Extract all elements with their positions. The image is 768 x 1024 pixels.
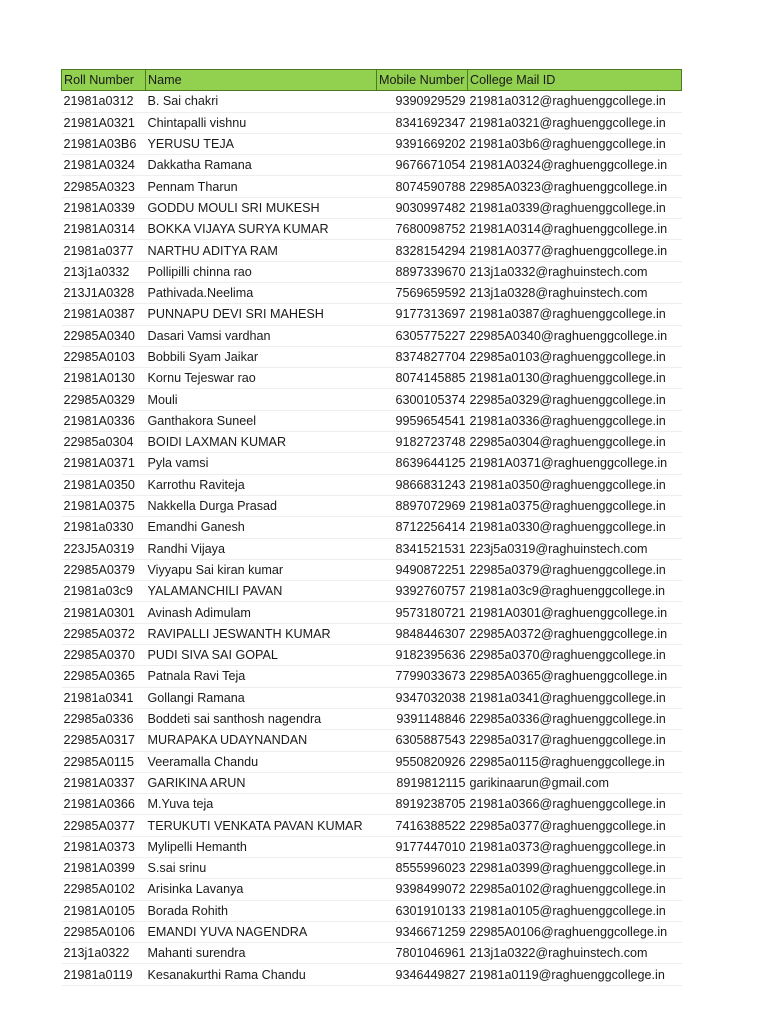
cell-college-mail: 21981a0366@raghuenggcollege.in [468, 794, 682, 815]
cell-name: Mouli [146, 389, 377, 410]
table-row [62, 559, 682, 580]
table-row [62, 708, 682, 729]
cell-mobile-number: 9182723748 [377, 432, 468, 453]
cell-college-mail: 22985A0106@raghuenggcollege.in [468, 921, 682, 942]
table-row [62, 325, 682, 346]
cell-name: GODDU MOULI SRI MUKESH [146, 197, 377, 218]
table-row [62, 581, 682, 602]
cell-roll-number: 22985A0340 [62, 325, 146, 346]
cell-college-mail: 21981a0321@raghuenggcollege.in [468, 112, 682, 133]
table-row [62, 602, 682, 623]
cell-roll-number: 21981a0312 [62, 91, 146, 112]
cell-name: Pollipilli chinna rao [146, 261, 377, 282]
cell-college-mail: 21981a03b6@raghuenggcollege.in [468, 133, 682, 154]
cell-mobile-number: 9392760757 [377, 581, 468, 602]
cell-name: Pathivada.Neelima [146, 282, 377, 303]
cell-college-mail: 21981a03c9@raghuenggcollege.in [468, 581, 682, 602]
cell-name: Chintapalli vishnu [146, 112, 377, 133]
cell-roll-number: 223J5A0319 [62, 538, 146, 559]
cell-roll-number: 213J1A0328 [62, 282, 146, 303]
table-row [62, 112, 682, 133]
header-row [62, 70, 682, 91]
cell-name: Boddeti sai santhosh nagendra [146, 708, 377, 729]
cell-name: S.sai srinu [146, 857, 377, 878]
cell-roll-number: 21981A0105 [62, 900, 146, 921]
table-row [62, 219, 682, 240]
cell-mobile-number: 9030997482 [377, 197, 468, 218]
cell-mobile-number: 6305887543 [377, 730, 468, 751]
cell-mobile-number: 8897072969 [377, 495, 468, 516]
cell-roll-number: 21981A0336 [62, 410, 146, 431]
cell-mobile-number: 7569659592 [377, 282, 468, 303]
cell-roll-number: 21981A0371 [62, 453, 146, 474]
cell-mobile-number: 9390929529 [377, 91, 468, 112]
cell-mobile-number: 9490872251 [377, 559, 468, 580]
cell-roll-number: 21981A0387 [62, 304, 146, 325]
cell-name: Kornu Tejeswar rao [146, 368, 377, 389]
cell-mobile-number: 9346671259 [377, 921, 468, 942]
cell-mobile-number: 6301910133 [377, 900, 468, 921]
table-row [62, 815, 682, 836]
header-mobile-number: Mobile Number [377, 70, 468, 91]
cell-roll-number: 22985A0329 [62, 389, 146, 410]
cell-roll-number: 22985A0106 [62, 921, 146, 942]
table-row [62, 176, 682, 197]
cell-mobile-number: 8341692347 [377, 112, 468, 133]
cell-roll-number: 21981A0130 [62, 368, 146, 389]
cell-college-mail: 21981A0314@raghuenggcollege.in [468, 219, 682, 240]
cell-mobile-number: 9550820926 [377, 751, 468, 772]
cell-roll-number: 21981A0314 [62, 219, 146, 240]
cell-roll-number: 21981A03B6 [62, 133, 146, 154]
cell-college-mail: 21981a0336@raghuenggcollege.in [468, 410, 682, 431]
cell-mobile-number: 9177313697 [377, 304, 468, 325]
cell-roll-number: 22985a0304 [62, 432, 146, 453]
table-row [62, 836, 682, 857]
cell-roll-number: 21981A0339 [62, 197, 146, 218]
cell-name: Ganthakora Suneel [146, 410, 377, 431]
cell-roll-number: 22985A0365 [62, 666, 146, 687]
cell-college-mail: 21981a0341@raghuenggcollege.in [468, 687, 682, 708]
cell-roll-number: 21981a0119 [62, 964, 146, 985]
cell-name: Dasari Vamsi vardhan [146, 325, 377, 346]
cell-name: Viyyapu Sai kiran kumar [146, 559, 377, 580]
cell-name: GARIKINA ARUN [146, 772, 377, 793]
cell-mobile-number: 9391669202 [377, 133, 468, 154]
table-row [62, 751, 682, 772]
table-row [62, 197, 682, 218]
table-row [62, 495, 682, 516]
cell-mobile-number: 8074145885 [377, 368, 468, 389]
table-row [62, 282, 682, 303]
cell-college-mail: 22985a0102@raghuenggcollege.in [468, 879, 682, 900]
table-row [62, 346, 682, 367]
cell-roll-number: 21981A0373 [62, 836, 146, 857]
cell-college-mail: 21981a0119@raghuenggcollege.in [468, 964, 682, 985]
cell-name: Emandhi Ganesh [146, 517, 377, 538]
cell-college-mail: 223j5a0319@raghuinstech.com [468, 538, 682, 559]
cell-name: NARTHU ADITYA RAM [146, 240, 377, 261]
cell-college-mail: garikinaarun@gmail.com [468, 772, 682, 793]
table-row [62, 155, 682, 176]
table-row [62, 91, 682, 112]
table-row [62, 304, 682, 325]
cell-college-mail: 21981a0312@raghuenggcollege.in [468, 91, 682, 112]
header-name: Name [146, 70, 377, 91]
cell-mobile-number: 8712256414 [377, 517, 468, 538]
cell-name: PUNNAPU DEVI SRI MAHESH [146, 304, 377, 325]
header-college-mail: College Mail ID [468, 70, 682, 91]
cell-college-mail: 213j1a0328@raghuinstech.com [468, 282, 682, 303]
cell-mobile-number: 9848446307 [377, 623, 468, 644]
cell-roll-number: 22985A0370 [62, 645, 146, 666]
cell-college-mail: 21981A0377@raghuenggcollege.in [468, 240, 682, 261]
cell-name: Karrothu Raviteja [146, 474, 377, 495]
cell-roll-number: 22985A0377 [62, 815, 146, 836]
cell-mobile-number: 8919238705 [377, 794, 468, 815]
table-body [62, 91, 682, 985]
cell-roll-number: 21981A0366 [62, 794, 146, 815]
cell-roll-number: 21981A0324 [62, 155, 146, 176]
cell-mobile-number: 9959654541 [377, 410, 468, 431]
cell-name: Randhi Vijaya [146, 538, 377, 559]
cell-name: M.Yuva teja [146, 794, 377, 815]
cell-mobile-number: 9676671054 [377, 155, 468, 176]
student-sheet [61, 69, 681, 986]
cell-name: MURAPAKA UDAYNANDAN [146, 730, 377, 751]
cell-college-mail: 22981a0399@raghuenggcollege.in [468, 857, 682, 878]
cell-college-mail: 21981a0373@raghuenggcollege.in [468, 836, 682, 857]
cell-roll-number: 21981A0337 [62, 772, 146, 793]
cell-mobile-number: 9391148846 [377, 708, 468, 729]
table-row [62, 538, 682, 559]
cell-college-mail: 22985a0115@raghuenggcollege.in [468, 751, 682, 772]
cell-college-mail: 21981a0339@raghuenggcollege.in [468, 197, 682, 218]
cell-mobile-number: 8897339670 [377, 261, 468, 282]
cell-name: YERUSU TEJA [146, 133, 377, 154]
table-row [62, 410, 682, 431]
cell-college-mail: 22985A0365@raghuenggcollege.in [468, 666, 682, 687]
table-row [62, 517, 682, 538]
cell-name: Gollangi Ramana [146, 687, 377, 708]
cell-name: TERUKUTI VENKATA PAVAN KUMAR [146, 815, 377, 836]
cell-name: RAVIPALLI JESWANTH KUMAR [146, 623, 377, 644]
table-row [62, 772, 682, 793]
cell-name: YALAMANCHILI PAVAN [146, 581, 377, 602]
table-row [62, 623, 682, 644]
cell-roll-number: 22985a0336 [62, 708, 146, 729]
cell-college-mail: 22985a0377@raghuenggcollege.in [468, 815, 682, 836]
cell-roll-number: 213j1a0332 [62, 261, 146, 282]
cell-name: Avinash Adimulam [146, 602, 377, 623]
cell-name: Pennam Tharun [146, 176, 377, 197]
cell-mobile-number: 8555996023 [377, 857, 468, 878]
cell-name: Bobbili Syam Jaikar [146, 346, 377, 367]
cell-name: Dakkatha Ramana [146, 155, 377, 176]
cell-roll-number: 22985A0103 [62, 346, 146, 367]
cell-mobile-number: 9573180721 [377, 602, 468, 623]
cell-roll-number: 21981A0301 [62, 602, 146, 623]
cell-mobile-number: 7799033673 [377, 666, 468, 687]
table-row [62, 261, 682, 282]
cell-college-mail: 21981A0301@raghuenggcollege.in [468, 602, 682, 623]
cell-name: Kesanakurthi Rama Chandu [146, 964, 377, 985]
cell-roll-number: 21981a0341 [62, 687, 146, 708]
cell-roll-number: 21981a03c9 [62, 581, 146, 602]
cell-name: B. Sai chakri [146, 91, 377, 112]
cell-mobile-number: 8374827704 [377, 346, 468, 367]
table-row [62, 794, 682, 815]
cell-roll-number: 21981A0375 [62, 495, 146, 516]
cell-name: Pyla vamsi [146, 453, 377, 474]
cell-name: Arisinka Lavanya [146, 879, 377, 900]
cell-mobile-number: 6305775227 [377, 325, 468, 346]
cell-name: EMANDI YUVA NAGENDRA [146, 921, 377, 942]
cell-college-mail: 213j1a0322@raghuinstech.com [468, 943, 682, 964]
table-row [62, 730, 682, 751]
cell-mobile-number: 8328154294 [377, 240, 468, 261]
cell-mobile-number: 9346449827 [377, 964, 468, 985]
cell-roll-number: 213j1a0322 [62, 943, 146, 964]
cell-name: Borada Rohith [146, 900, 377, 921]
cell-college-mail: 21981a0387@raghuenggcollege.in [468, 304, 682, 325]
cell-mobile-number: 9177447010 [377, 836, 468, 857]
cell-name: PUDI SIVA SAI GOPAL [146, 645, 377, 666]
cell-college-mail: 22985a0304@raghuenggcollege.in [468, 432, 682, 453]
cell-mobile-number: 8919812115 [377, 772, 468, 793]
cell-mobile-number: 9398499072 [377, 879, 468, 900]
cell-college-mail: 213j1a0332@raghuinstech.com [468, 261, 682, 282]
header-roll-number: Roll Number [62, 70, 146, 91]
cell-roll-number: 21981A0321 [62, 112, 146, 133]
cell-roll-number: 21981a0377 [62, 240, 146, 261]
cell-college-mail: 22985A0323@raghuenggcollege.in [468, 176, 682, 197]
table-row [62, 474, 682, 495]
table-row [62, 666, 682, 687]
cell-name: Nakkella Durga Prasad [146, 495, 377, 516]
cell-college-mail: 21981a0330@raghuenggcollege.in [468, 517, 682, 538]
table-row [62, 900, 682, 921]
table-row [62, 857, 682, 878]
student-table [61, 69, 682, 986]
cell-mobile-number: 8074590788 [377, 176, 468, 197]
cell-mobile-number: 8341521531 [377, 538, 468, 559]
cell-college-mail: 21981A0371@raghuenggcollege.in [468, 453, 682, 474]
cell-college-mail: 22985a0370@raghuenggcollege.in [468, 645, 682, 666]
table-row [62, 921, 682, 942]
cell-roll-number: 22985A0372 [62, 623, 146, 644]
table-row [62, 432, 682, 453]
cell-college-mail: 21981a0105@raghuenggcollege.in [468, 900, 682, 921]
cell-college-mail: 21981a0130@raghuenggcollege.in [468, 368, 682, 389]
cell-roll-number: 21981a0330 [62, 517, 146, 538]
cell-roll-number: 21981A0350 [62, 474, 146, 495]
table-row [62, 645, 682, 666]
cell-mobile-number: 9866831243 [377, 474, 468, 495]
cell-roll-number: 22985A0323 [62, 176, 146, 197]
table-row [62, 964, 682, 985]
cell-mobile-number: 6300105374 [377, 389, 468, 410]
cell-name: Veeramalla Chandu [146, 751, 377, 772]
cell-roll-number: 21981A0399 [62, 857, 146, 878]
table-row [62, 368, 682, 389]
table-row [62, 687, 682, 708]
cell-college-mail: 22985a0103@raghuenggcollege.in [468, 346, 682, 367]
cell-college-mail: 21981a0350@raghuenggcollege.in [468, 474, 682, 495]
cell-college-mail: 22985a0379@raghuenggcollege.in [468, 559, 682, 580]
table-row [62, 240, 682, 261]
table-row [62, 389, 682, 410]
cell-mobile-number: 7680098752 [377, 219, 468, 240]
table-row [62, 133, 682, 154]
cell-mobile-number: 9347032038 [377, 687, 468, 708]
cell-mobile-number: 7416388522 [377, 815, 468, 836]
cell-college-mail: 22985a0317@raghuenggcollege.in [468, 730, 682, 751]
cell-name: Mylipelli Hemanth [146, 836, 377, 857]
table-header [62, 70, 682, 91]
cell-name: Patnala Ravi Teja [146, 666, 377, 687]
table-row [62, 879, 682, 900]
cell-college-mail: 22985A0372@raghuenggcollege.in [468, 623, 682, 644]
cell-roll-number: 22985A0102 [62, 879, 146, 900]
table-row [62, 943, 682, 964]
table-row [62, 453, 682, 474]
cell-roll-number: 22985A0317 [62, 730, 146, 751]
cell-college-mail: 22985A0340@raghuenggcollege.in [468, 325, 682, 346]
cell-roll-number: 22985A0115 [62, 751, 146, 772]
cell-college-mail: 22985a0329@raghuenggcollege.in [468, 389, 682, 410]
cell-roll-number: 22985A0379 [62, 559, 146, 580]
cell-college-mail: 21981A0324@raghuenggcollege.in [468, 155, 682, 176]
cell-name: Mahanti surendra [146, 943, 377, 964]
cell-name: BOKKA VIJAYA SURYA KUMAR [146, 219, 377, 240]
cell-college-mail: 22985a0336@raghuenggcollege.in [468, 708, 682, 729]
cell-mobile-number: 8639644125 [377, 453, 468, 474]
cell-college-mail: 21981a0375@raghuenggcollege.in [468, 495, 682, 516]
cell-mobile-number: 7801046961 [377, 943, 468, 964]
cell-mobile-number: 9182395636 [377, 645, 468, 666]
cell-name: BOIDI LAXMAN KUMAR [146, 432, 377, 453]
